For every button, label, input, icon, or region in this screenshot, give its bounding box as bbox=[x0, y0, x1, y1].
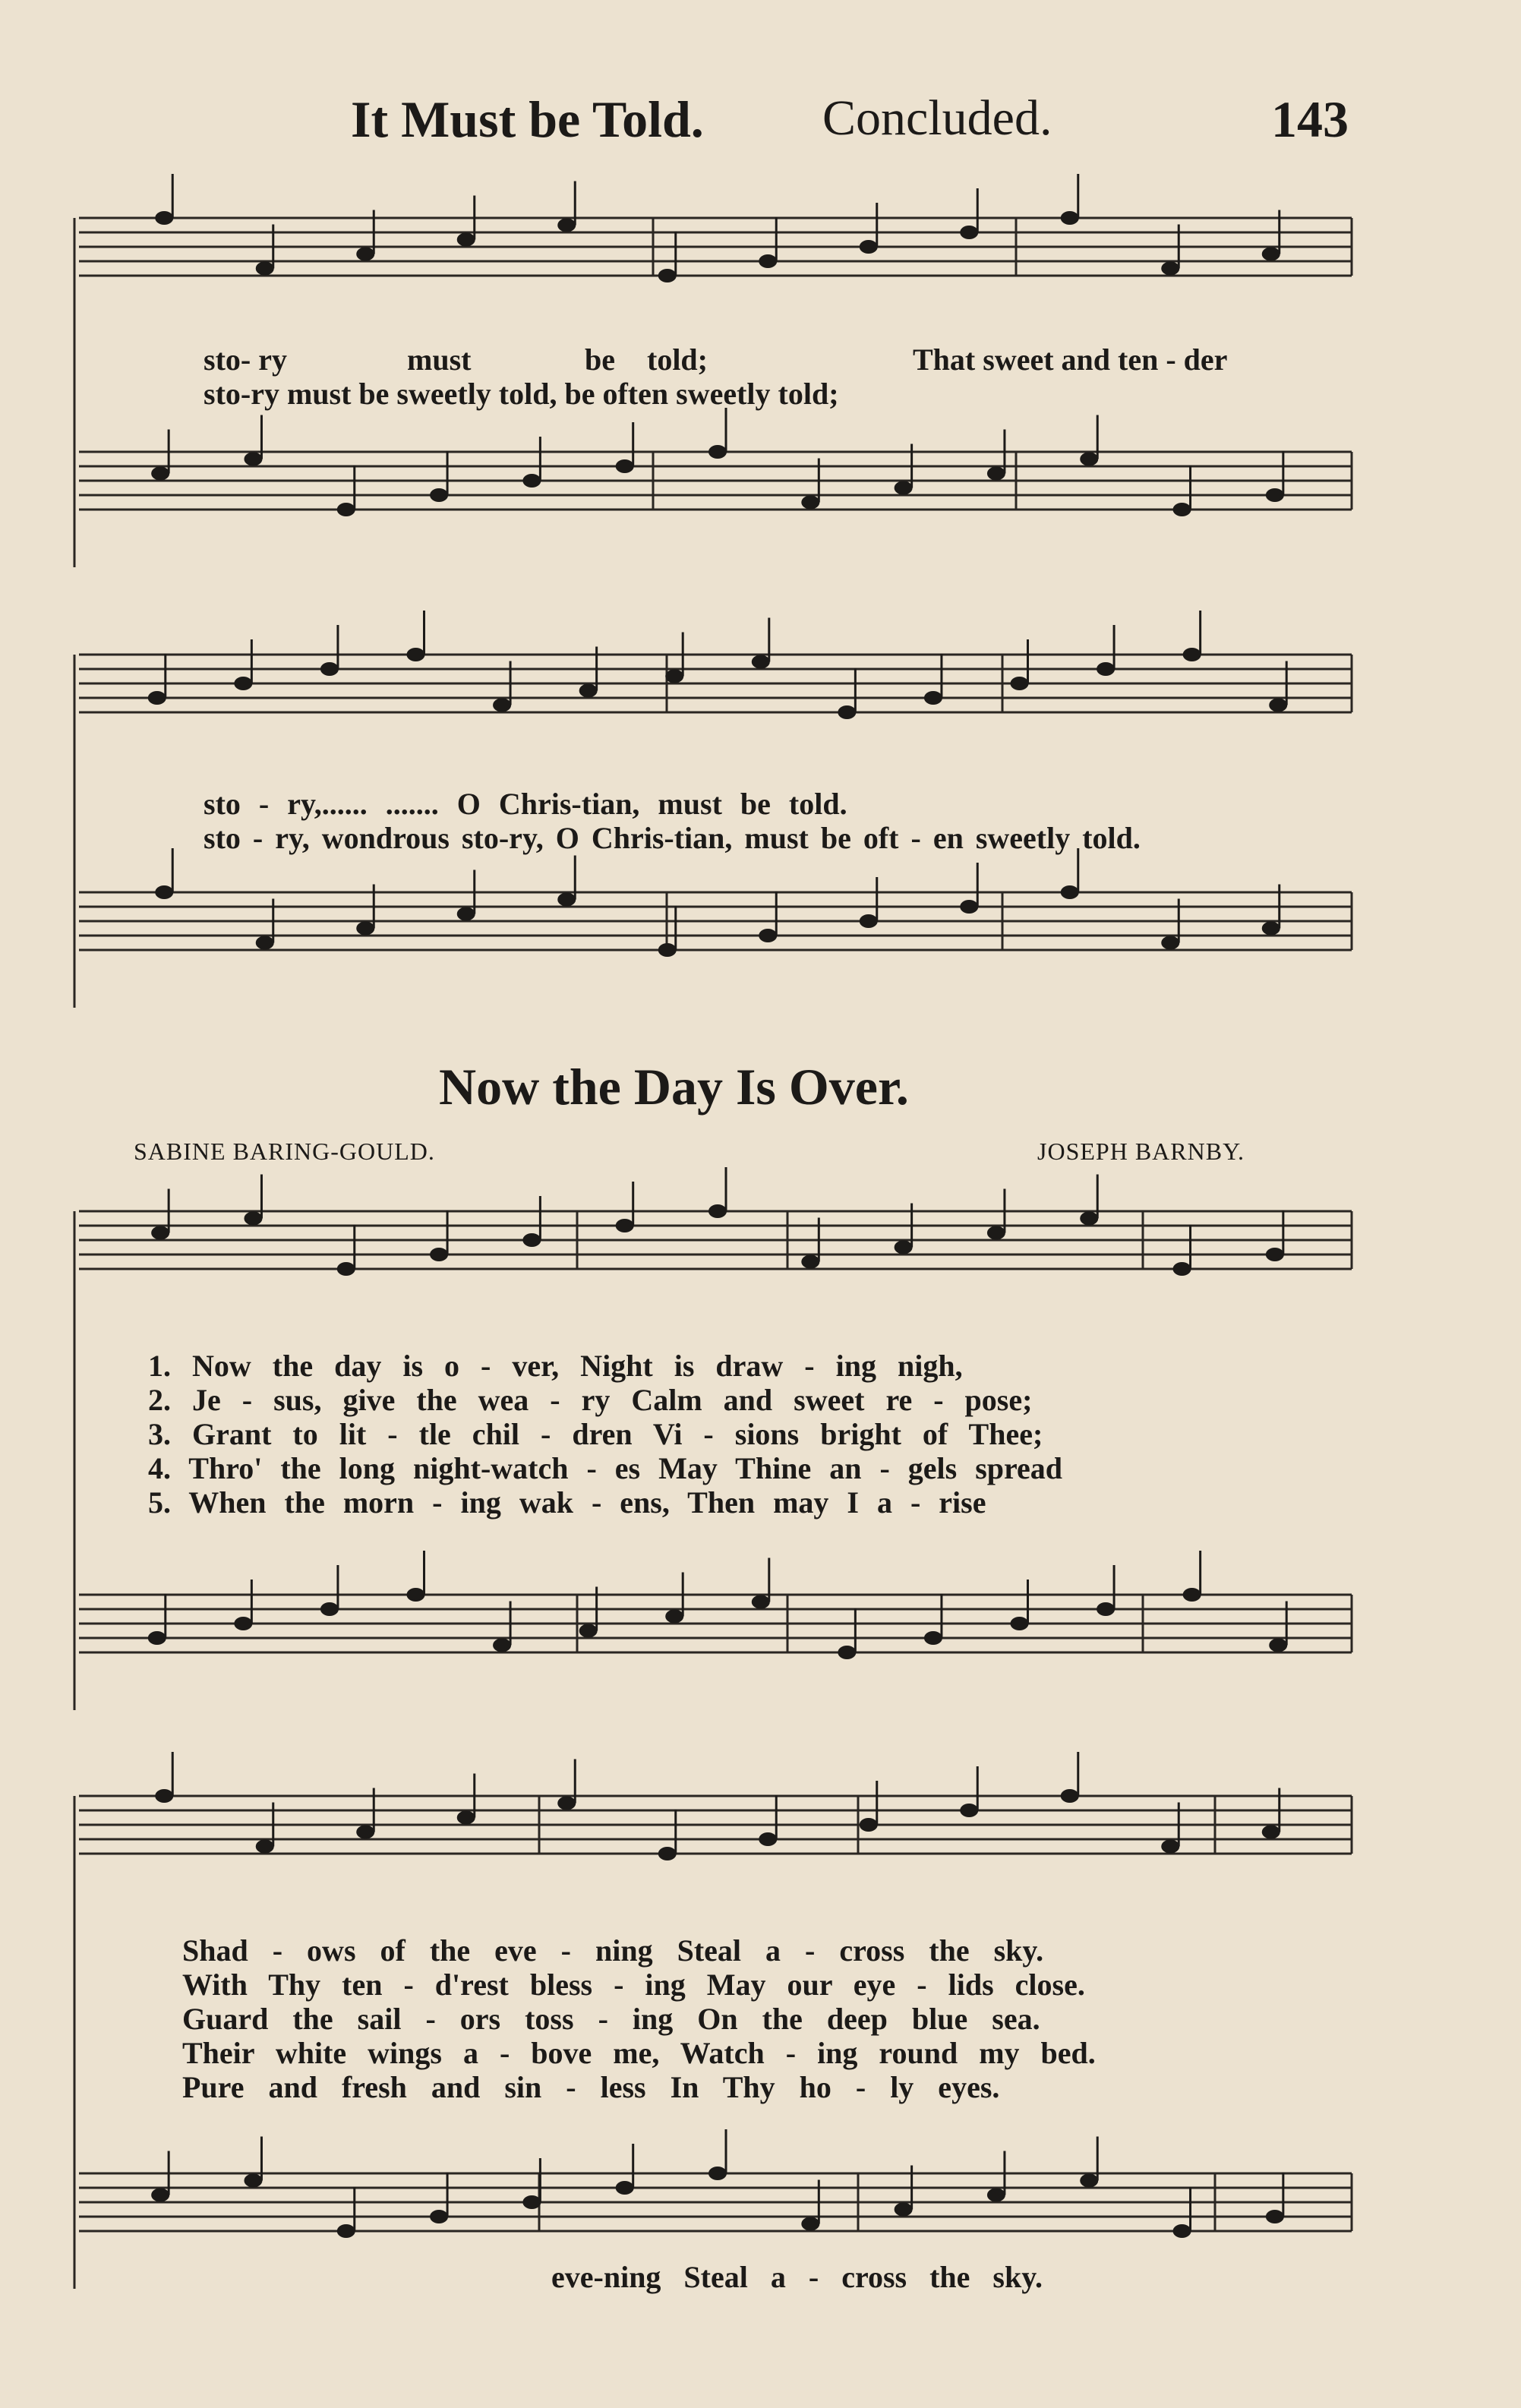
note-head bbox=[752, 1595, 770, 1609]
note-head bbox=[1161, 262, 1179, 276]
note-head bbox=[987, 1226, 1005, 1240]
verse4-part2: Their white wings a - bove me, Watch - ing round my bed. bbox=[182, 2036, 1096, 2070]
note-head bbox=[665, 670, 683, 683]
note-head bbox=[522, 2195, 541, 2209]
note-head bbox=[1266, 488, 1284, 502]
hymn2-lyricist: SABINE BARING-GOULD. bbox=[134, 1138, 435, 1165]
note-head bbox=[557, 1797, 576, 1810]
note-head bbox=[1183, 648, 1201, 661]
verse-number: 2. bbox=[148, 1383, 171, 1417]
note-head bbox=[924, 1631, 942, 1645]
note-head bbox=[658, 943, 677, 957]
note-head bbox=[1097, 662, 1115, 676]
note-head bbox=[1061, 885, 1079, 899]
note-head bbox=[430, 1248, 448, 1261]
note-head bbox=[155, 211, 173, 225]
lyric-s1-l2: sto-ry must be sweetly told, be often sweetly told; bbox=[204, 377, 839, 411]
note-head bbox=[1061, 1789, 1079, 1803]
note-head bbox=[759, 1832, 777, 1846]
note-head bbox=[838, 1646, 856, 1659]
note-head bbox=[356, 1826, 374, 1839]
verse-number: 4. bbox=[148, 1451, 171, 1485]
note-head bbox=[522, 474, 541, 488]
note-head bbox=[148, 1631, 166, 1645]
note-head bbox=[1097, 1602, 1115, 1616]
staff-h2-s1-treble bbox=[79, 1211, 1352, 1269]
note-head bbox=[155, 1789, 173, 1803]
note-head bbox=[1266, 1248, 1284, 1261]
note-head bbox=[1080, 453, 1098, 466]
note-head bbox=[430, 2210, 448, 2223]
note-head bbox=[244, 453, 262, 466]
note-head bbox=[838, 705, 856, 719]
note-head bbox=[151, 467, 169, 481]
note-head bbox=[579, 684, 598, 698]
note-head bbox=[665, 1610, 683, 1624]
hymn-title-concluded: Concluded. bbox=[822, 90, 1052, 146]
note-head bbox=[1173, 1262, 1191, 1276]
note-head bbox=[234, 677, 252, 690]
note-head bbox=[1061, 211, 1079, 225]
note-head bbox=[801, 2217, 819, 2231]
verse-text: Je - sus, give the wea - ry Calm and sweet re - pose; bbox=[192, 1383, 1033, 1417]
note-head bbox=[457, 1811, 475, 1825]
verse-number: 5. bbox=[148, 1485, 171, 1520]
lyric-s2-l2: sto - ry, wondrous sto-ry, O Chris-tian, must be oft - en sweetly told. bbox=[204, 821, 1141, 855]
note-head bbox=[320, 662, 339, 676]
hymn-title-header: It Must be Told. bbox=[351, 90, 704, 148]
note-head bbox=[1080, 2174, 1098, 2188]
note-head bbox=[960, 226, 978, 239]
note-head bbox=[493, 1639, 511, 1652]
note-head bbox=[860, 914, 878, 928]
note-head bbox=[256, 936, 274, 950]
note-head bbox=[234, 1617, 252, 1630]
note-head bbox=[244, 1212, 262, 1226]
note-head bbox=[895, 2203, 913, 2217]
note-head bbox=[895, 481, 913, 495]
note-head bbox=[752, 655, 770, 669]
note-head bbox=[1161, 936, 1179, 950]
note-head bbox=[616, 2181, 634, 2195]
lyric-s1-l1-b: must bbox=[407, 342, 472, 377]
note-head bbox=[151, 1226, 169, 1240]
note-head bbox=[987, 467, 1005, 481]
note-head bbox=[320, 1602, 339, 1616]
note-head bbox=[1269, 1639, 1287, 1652]
note-head bbox=[658, 269, 677, 282]
note-head bbox=[457, 233, 475, 247]
note-head bbox=[708, 1204, 727, 1218]
verse5-part1 bbox=[148, 1485, 986, 1520]
verse-number: 3. bbox=[148, 1417, 171, 1451]
note-head bbox=[256, 262, 274, 276]
note-head bbox=[151, 2189, 169, 2202]
note-head bbox=[1262, 1826, 1280, 1839]
lyric-s1-l1-d: told; bbox=[647, 342, 708, 377]
note-head bbox=[1173, 2224, 1191, 2238]
staff-h1-s2-treble bbox=[79, 655, 1352, 712]
note-head bbox=[356, 922, 374, 936]
note-head bbox=[1173, 503, 1191, 516]
note-head bbox=[148, 691, 166, 705]
verse2-part1 bbox=[148, 1382, 1032, 1418]
note-head bbox=[407, 648, 425, 661]
note-head bbox=[801, 1255, 819, 1269]
note-head bbox=[579, 1624, 598, 1638]
note-head bbox=[895, 1241, 913, 1254]
note-head bbox=[759, 929, 777, 942]
verse-text: Grant to lit - tle chil - dren Vi - sions bright of Thee; bbox=[192, 1417, 1043, 1451]
note-head bbox=[1269, 699, 1287, 712]
lyric-s1-l1-c: be bbox=[585, 342, 615, 377]
note-head bbox=[658, 1847, 677, 1860]
note-head bbox=[337, 2224, 355, 2238]
staff-h1-s1-bass bbox=[79, 452, 1352, 510]
note-head bbox=[256, 1840, 274, 1854]
note-head bbox=[1011, 677, 1029, 690]
note-head bbox=[557, 893, 576, 907]
verse-text: Now the day is o - ver, Night is draw - ing nigh, bbox=[192, 1349, 963, 1383]
note-head bbox=[616, 1219, 634, 1232]
note-head bbox=[493, 699, 511, 712]
note-head bbox=[1161, 1840, 1179, 1854]
note-head bbox=[616, 459, 634, 473]
note-head bbox=[960, 900, 978, 914]
staff-h2-s1-bass bbox=[79, 1595, 1352, 1652]
bass-lyric: eve-ning Steal a - cross the sky. bbox=[551, 2260, 1043, 2294]
verse3-part2: Guard the sail - ors toss - ing On the deep blue sea. bbox=[182, 2002, 1040, 2036]
verse2-part2: With Thy ten - d'rest bless - ing May our eye - lids close. bbox=[182, 1968, 1085, 2002]
note-head bbox=[801, 496, 819, 510]
note-head bbox=[557, 219, 576, 232]
note-head bbox=[960, 1804, 978, 1817]
note-head bbox=[924, 691, 942, 705]
verse3-part1 bbox=[148, 1416, 1043, 1452]
note-head bbox=[1011, 1617, 1029, 1630]
note-head bbox=[155, 885, 173, 899]
note-head bbox=[522, 1233, 541, 1247]
note-head bbox=[430, 488, 448, 502]
note-head bbox=[987, 2189, 1005, 2202]
note-head bbox=[244, 2174, 262, 2188]
note-head bbox=[860, 1818, 878, 1832]
note-head bbox=[1080, 1212, 1098, 1226]
verse5-part2: Pure and fresh and sin - less In Thy ho - ly eyes. bbox=[182, 2070, 1000, 2104]
page-number: 143 bbox=[1271, 90, 1349, 148]
note-head bbox=[708, 445, 727, 459]
note-head bbox=[1183, 1588, 1201, 1602]
verse-text: When the morn - ing wak - ens, Then may I a - rise bbox=[188, 1485, 986, 1520]
note-head bbox=[1262, 922, 1280, 936]
verse1-part2: Shad - ows of the eve - ning Steal a - cross the sky. bbox=[182, 1933, 1044, 1968]
lyric-s1-l1-a: sto- ry bbox=[204, 342, 287, 377]
note-head bbox=[337, 503, 355, 516]
note-head bbox=[1266, 2210, 1284, 2223]
verse4-part1 bbox=[148, 1450, 1062, 1486]
hymn2-title: Now the Day Is Over. bbox=[439, 1058, 909, 1116]
lyric-s1-l1-e: That sweet and ten - der bbox=[913, 342, 1228, 377]
note-head bbox=[708, 2167, 727, 2180]
note-head bbox=[356, 248, 374, 261]
note-head bbox=[860, 240, 878, 254]
verse-text: Thro' the long night-watch - es May Thine an - gels spread bbox=[188, 1451, 1063, 1485]
hymn2-composer: JOSEPH BARNBY. bbox=[1037, 1138, 1245, 1165]
lyric-s2-l1: sto - ry,...... ....... O Chris-tian, must be told. bbox=[204, 787, 847, 821]
note-head bbox=[407, 1588, 425, 1602]
note-head bbox=[457, 907, 475, 921]
verse-number: 1. bbox=[148, 1349, 171, 1383]
note-head bbox=[1262, 248, 1280, 261]
note-head bbox=[759, 254, 777, 268]
note-head bbox=[337, 1262, 355, 1276]
staff-h2-s2-bass bbox=[79, 2173, 1352, 2231]
verse1-part1 bbox=[148, 1348, 963, 1384]
